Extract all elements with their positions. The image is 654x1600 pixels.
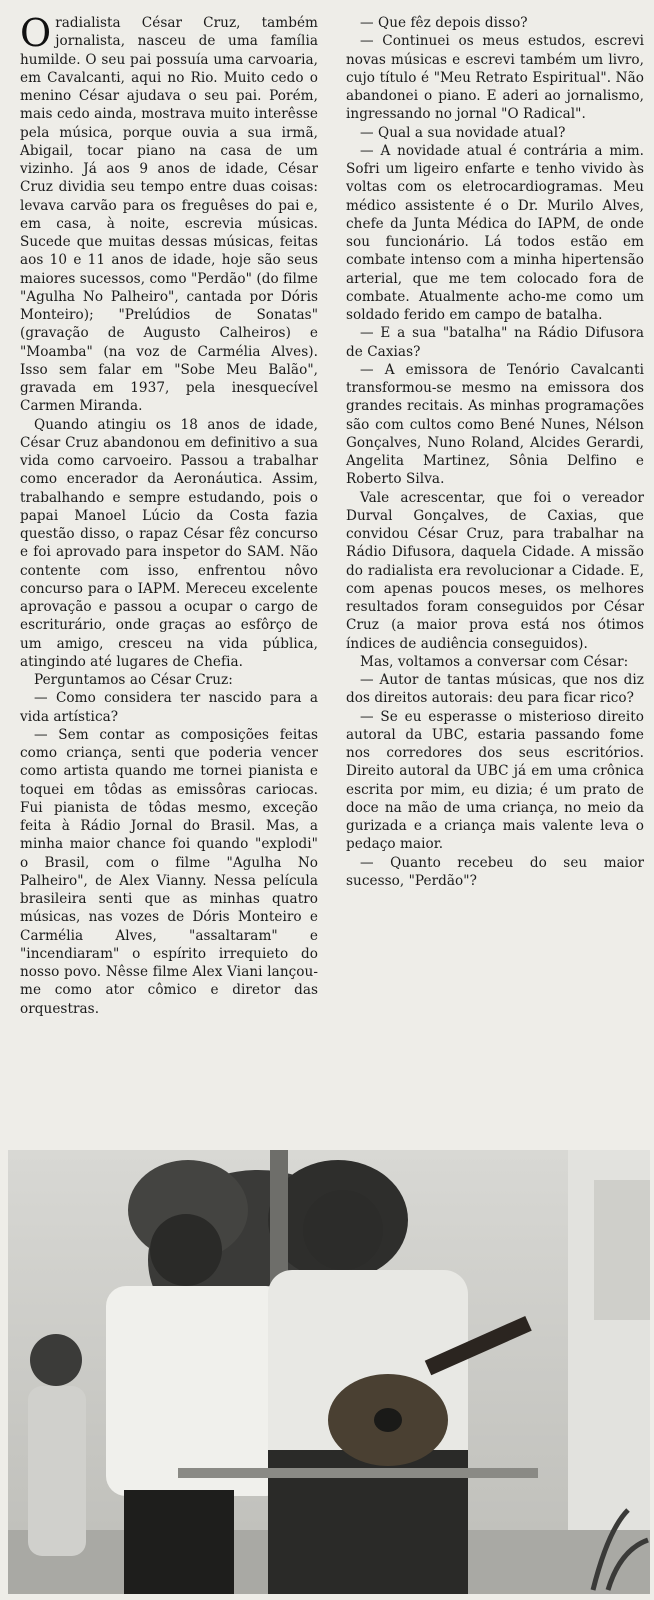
paragraph-text: radialista César Cruz, também jornalista, nasceu de uma família humilde. O seu pai possuía uma carvoaria, em Cavalcanti, aqui no Rio. Muito cedo o menino César ajudava o seu pai. Porém, mais cedo ainda, mostrava muito interêsse pela música, porque ouvia a sua irmã, Abigail, tocar piano na casa de um vizinho. Já aos 9 anos de idade, César Cruz dividia seu tempo entre duas coisas: levava carvão para os freguêses do pai e, em casa, à noite, escrevia músicas. Sucede que muitas dessas músicas, feitas aos 10 e 11 anos de idade, hoje são seus maiores sucessos, como "Perdão" (do filme "Agulha No Palheiro", cantada por Dóris Monteiro); "Prelúdios de Sonatas" (gravação de Augusto Calheiros) e "Moamba" (na voz de Carmélia Alves). Isso sem falar em "Sobe Meu Balão", gravada em 1937, pela inesquecível Carmen Miranda.	[20, 15, 318, 415]
article-paragraph-r5: — A emissora de Tenório Cavalcanti transformou-se mesmo na emissora dos grandes recitais. As minhas programações são com cultos como Bené Nunes, Nélson Gonçalves, Nuno Roland, Alcides Gerardi, Angelita Martinez, Sônia Delfino e Roberto Silva.	[346, 361, 644, 488]
article-paragraph-4: — Sem contar as composições feitas como criança, senti que poderia vencer como artista quando me tornei pianista e toquei em tôdas as emissôras cariocas. Fui pianista de tôdas mesmo, exceção feita à Rádio Jornal do Brasil. Mas, a minha maior chance foi quando "explodi" o Brasil, com o filme "Agulha No Palheiro", de Alex Vianny. Nessa película brasileira senti que as minhas quatro músicas, nas vozes de Dóris Monteiro e Carmélia Alves, "assaltaram" e "incendiaram" o espírito irrequieto do nosso povo. Nêsse filme Alex Viani lançou-me como ator cômico e diretor das orquestras.	[20, 726, 318, 1017]
article-paragraph-r2: — Qual a sua novidade atual?	[360, 124, 566, 141]
article-columns	[20, 11, 644, 1140]
dropcap-letter: O	[20, 11, 52, 55]
article-left-column	[20, 11, 318, 1140]
article-paragraph-r3: — A novidade atual é contrária a mim. Sofri um ligeiro enfarte e tenho vivido às voltas com os eletrocardiogramas. Meu médico assistente é o Dr. Murilo Alves, chefe da Junta Médica do IAPM, de onde sou funcionário. Lá todos estão em combate intenso com a minha hipertensão arterial, que me tem colocado fora de combate. Atualmente acho-me como um soldado ferido em campo de batalha.	[346, 142, 644, 323]
article-paragraph-r4: — E a sua "batalha" na Rádio Difusora de Caxias?	[346, 325, 644, 360]
article-paragraph-r9: — Se eu esperasse o misterioso direito autoral da UBC, estaria passando fome nos corredores dos seus escritórios. Direito autoral da UBC já em uma crônica escrita por mim, eu dizia; é um prato de doce na mão de uma criança, no meio da gurizada e a criança mais valente leva o pedaço maior.	[346, 708, 644, 853]
article-paragraph-r6: Vale acrescentar, que foi o vereador Durval Gonçalves, de Caxias, que convidou César Cruz, para trabalhar na Rádio Difusora, daquela Cidade. A missão do radialista era revolucionar a Cidade. E, com apenas poucos meses, os melhores resultados foram conseguidos por César Cruz (a maior prova está nos ótimos índices de audiência conseguidos).	[346, 489, 644, 652]
article-paragraph-1: Quando atingiu os 18 anos de idade, César Cruz abandonou em definitivo a sua vida como carvoeiro. Passou a trabalhar como encerador da Aeronáutica. Assim, trabalhando e sempre estudando, pois o papai Manoel Lúcio da Costa fazia questão disso, o rapaz César fêz concurso e foi aprovado para inspetor do SAM. Não contente com isso, enfrentou nôvo concurso para o IAPM. Mereceu excelente aprovação e passou a ocupar o cargo de escriturário, onde graças ao esfôrço de um amigo, cresceu na vida pública, atingindo até lugares de Chefia.	[20, 416, 318, 670]
article-paragraph-r8: — Autor de tantas músicas, que nos diz dos direitos autorais: deu para ficar rico?	[346, 672, 644, 707]
article-right-column	[346, 14, 644, 1140]
article-paragraph-r1: — Continuei os meus estudos, escrevi novas músicas e escrevi também um livro, cujo título é "Meu Retrato Espiritual". Não abandonei o piano. E aderi ao jornalismo, ingressando no jornal "O Radical".	[346, 33, 644, 123]
article-paragraph-0	[20, 11, 318, 416]
photo-illustration-icon	[8, 1150, 650, 1594]
photo-guitarist-with-boys	[8, 1150, 650, 1594]
article-paragraph-r10: — Quanto recebeu do seu maior sucesso, "Perdão"?	[346, 854, 644, 889]
article-paragraph-r0: — Que fêz depois disso?	[360, 15, 528, 31]
article-paragraph-r7: Mas, voltamos a conversar com César:	[360, 653, 629, 670]
article-paragraph-3: — Como considera ter nascido para a vida artística?	[20, 690, 318, 725]
article-paragraph-2: Perguntamos ao César Cruz:	[34, 672, 233, 688]
